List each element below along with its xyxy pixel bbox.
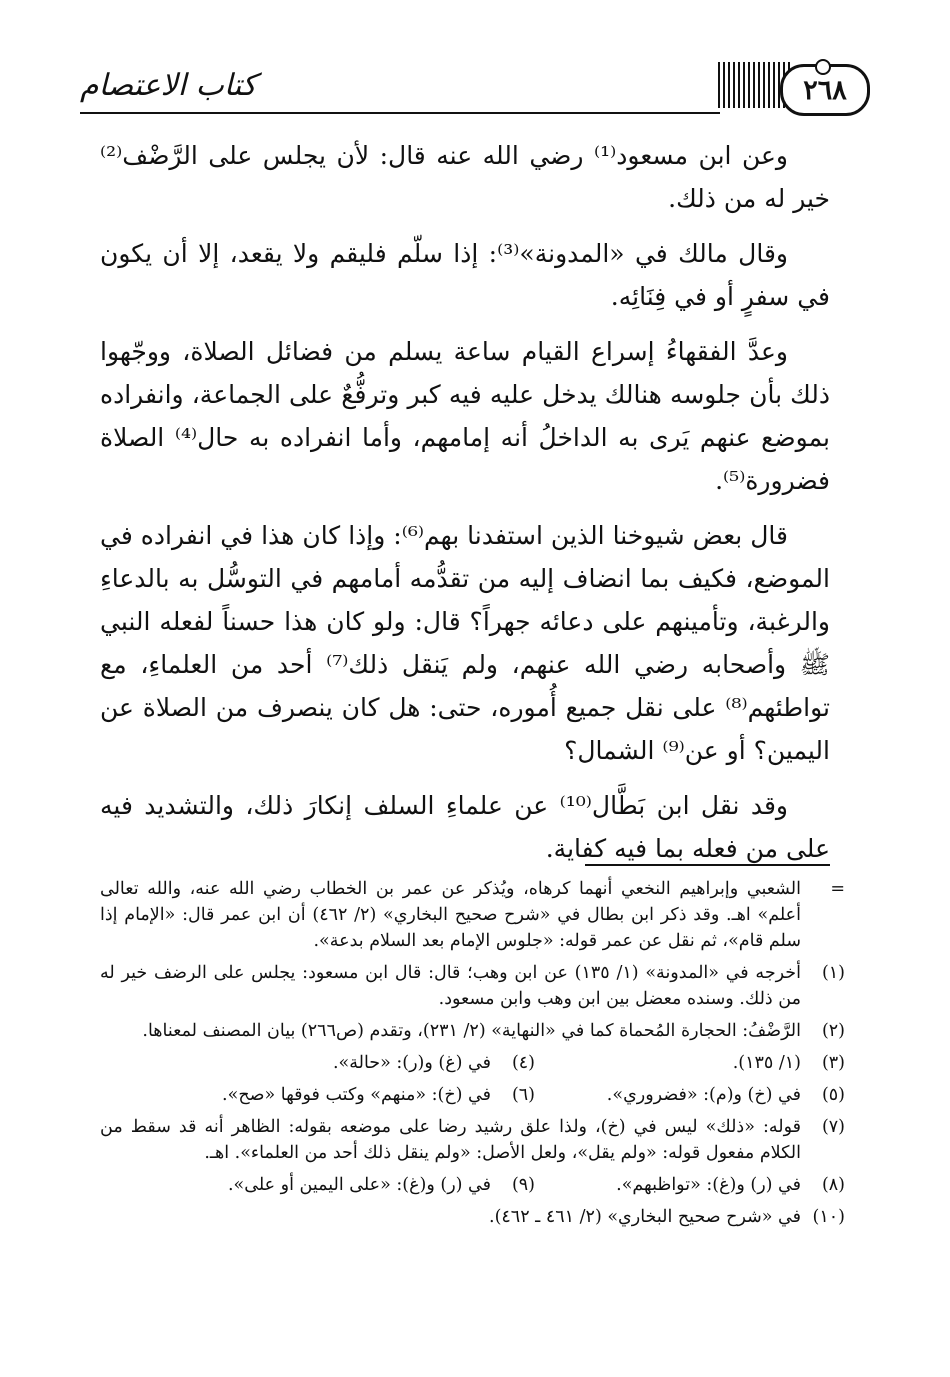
page-header — [80, 56, 870, 116]
footnote-number: (١) — [821, 963, 845, 983]
footnote-row-3-4 — [100, 1050, 845, 1076]
footnote-text: في «شرح صحيح البخاري» (٢/ ٤٦١ ـ ٤٦٢). — [489, 1207, 801, 1227]
footnote-text: في (خ) و(م): «فضروري». — [606, 1085, 801, 1105]
footnote-text: الرَّضْفُ: الحجارة المُحماة كما في «النهاية» (٢/ ٢٣١)، وتقدم (ص٢٦٦) بيان المصنف لمعناها. — [142, 1021, 801, 1041]
footnote-number: (٤) — [511, 1053, 535, 1073]
footnote-2 — [100, 1018, 845, 1044]
footnote-7 — [100, 1114, 845, 1166]
footnote-4 — [225, 1050, 535, 1076]
footnote-number: (٧) — [821, 1117, 845, 1137]
footnote-9 — [115, 1172, 535, 1198]
footnote-separator — [585, 864, 830, 866]
page-number: ٢٦٨ — [803, 74, 847, 106]
footnote-text: في (غ) و(ر): «حالة». — [332, 1053, 491, 1073]
paragraph: قال بعض شيوخنا الذين استفدنا بهم⁽⁶⁾: وإذا كان هذا في انفراده في الموضع، فكيف بما انضاف إليه من تقدُّمه أمامهم في التوسُّل به بالدعاءِ والرغبة، وتأمينهم على دعائه جهراً؟ قال: ولو كان هذا حسناً لفعله النبي ﷺ وأصحابه رضي الله عنهم، ولم يَنقل ذلك⁽⁷⁾ أحد من العلماءِ، مع تواطئهم⁽⁸⁾ على نقل جميع أُموره، حتى: هل كان ينصرف من الصلاة عن اليمين؟ أو عن⁽⁹⁾ الشمال؟ — [100, 521, 830, 765]
footnote-text: قوله: «ذلك» ليس في (خ)، ولذا علق رشيد رضا على موضعه بقوله: الظاهر أنه قد سقط من الكلام مفعول قوله: «ولم يقل»، ولعل الأصل: «ولم ينقل ذلك أحد من العلماء». اهـ. — [100, 1117, 801, 1163]
badge-ornament-icon — [815, 59, 831, 75]
footnote-10 — [100, 1204, 845, 1230]
footnote-8 — [535, 1172, 845, 1198]
footnote-number: (٨) — [821, 1175, 845, 1195]
footnote-text: أخرجه في «المدونة» (١/ ١٣٥) عن ابن وهب؛ قال: قال ابن مسعود: يجلس على الرضف خير له من ذلك. وسنده معضل بين ابن وهب وابن مسعود. — [100, 963, 801, 1009]
footnote-continuation — [100, 876, 845, 954]
footnote-1 — [100, 960, 845, 1012]
footnote-number: (٣) — [821, 1053, 845, 1073]
running-title: كتاب الاعتصام — [80, 68, 257, 103]
footnote-text: في (خ): «منهم» وكتب فوقها «صح». — [222, 1085, 491, 1105]
page-number-badge — [780, 64, 870, 116]
footnote-number: (٦) — [511, 1085, 535, 1105]
footnote-text: الشعبي وإبراهيم النخعي أنهما كرهاه، ويُذكر عن عمر بن الخطاب رضي الله عنه، والله تعالى أعلم» اهـ. وقد ذكر ابن بطال في «شرح صحيح البخاري» (٢/ ٤٦٢) أن ابن عمر قال: «الإمام إذا سلم قام»، ثم نقل عن عمر قوله: «جلوس الإمام بعد السلام بدعة». — [100, 879, 801, 951]
footnote-number: (١٠) — [812, 1207, 845, 1227]
paragraph: وعن ابن مسعود⁽¹⁾ رضي الله عنه قال: لأن يجلس على الرَّضْف⁽²⁾ خير له من ذلك. — [100, 141, 830, 213]
paragraph: وقد نقل ابن بَطَّال⁽¹⁰⁾ عن علماءِ السلف إنكارَ ذلك، والتشديد فيه على من فعله بما فيه كفاية. — [100, 791, 830, 863]
footnote-row-5-6 — [100, 1082, 845, 1108]
footnote-row-8-9 — [100, 1172, 845, 1198]
footnote-marker: = — [830, 879, 845, 899]
footnotes — [100, 876, 845, 1230]
footnote-5 — [535, 1082, 845, 1108]
footnote-number: (٩) — [511, 1175, 535, 1195]
footnote-text: (١/ ١٣٥). — [732, 1053, 801, 1073]
footnote-text: في (ر) و(غ): «تواظبهم». — [616, 1175, 801, 1195]
header-rule — [80, 112, 720, 114]
footnote-3 — [535, 1050, 845, 1076]
footnote-text: في (ر) و(غ): «على اليمين أو على». — [227, 1175, 491, 1195]
paragraph: وقال مالك في «المدونة»⁽³⁾: إذا سلّم فليقم ولا يقعد، إلا أن يكون في سفرٍ أو في فِنَائِه. — [100, 239, 830, 311]
footnote-number: (٥) — [821, 1085, 845, 1105]
footnote-number: (٢) — [821, 1021, 845, 1041]
footnote-6 — [115, 1082, 535, 1108]
main-text — [100, 134, 830, 882]
paragraph: وعدَّ الفقهاءُ إسراع القيام ساعة يسلم من فضائل الصلاة، ووجّهوا ذلك بأن جلوسه هنالك يدخل عليه فيه كبر وترفُّعٌ على الجماعة، وانفراده بموضع عنهم يَرى به الداخلُ أنه إمامهم، وأما انفراده به حال⁽⁴⁾ الصلاة فضرورة⁽⁵⁾. — [100, 337, 830, 495]
